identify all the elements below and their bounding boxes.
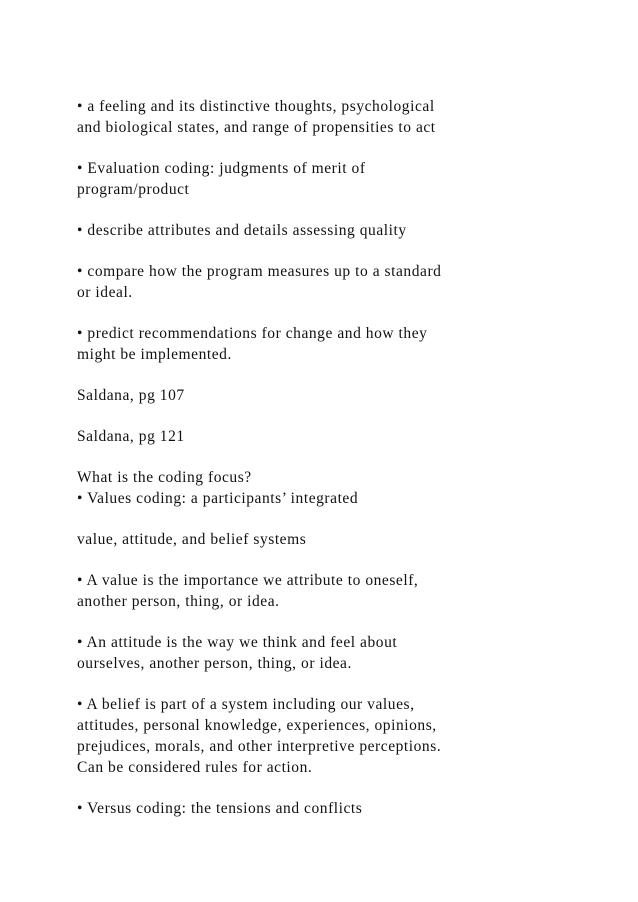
- paragraph-evaluation-coding: [77, 158, 597, 200]
- text-line: might be implemented.: [77, 346, 232, 363]
- text-line: • predict recommendations for change and how they: [77, 325, 428, 342]
- text-line: ourselves, another person, thing, or idea.: [77, 655, 352, 672]
- paragraph-value-definition: [77, 570, 597, 612]
- text-line: • describe attributes and details assessing quality: [77, 222, 407, 239]
- text-line: prejudices, morals, and other interpretive perceptions.: [77, 738, 442, 755]
- document-body: [77, 96, 597, 839]
- paragraph-emotion-definition: [77, 96, 597, 138]
- text-line: value, attitude, and belief systems: [77, 531, 307, 548]
- text-line: and biological states, and range of propensities to act: [77, 119, 436, 136]
- text-line: Can be considered rules for action.: [77, 759, 313, 776]
- text-line: • Versus coding: the tensions and conflicts: [77, 800, 363, 817]
- text-line: • a feeling and its distinctive thoughts, psychological: [77, 98, 435, 115]
- text-line: What is the coding focus?: [77, 469, 252, 486]
- text-line: Saldana, pg 107: [77, 387, 185, 404]
- paragraph-compare-standard: [77, 261, 597, 303]
- paragraph-predict-recommendations: [77, 323, 597, 365]
- text-line: • Evaluation coding: judgments of merit of: [77, 160, 366, 177]
- text-line: program/product: [77, 181, 190, 198]
- paragraph-value-systems: [77, 529, 597, 550]
- text-line: • A belief is part of a system including our values,: [77, 696, 415, 713]
- text-line: another person, thing, or idea.: [77, 593, 280, 610]
- paragraph-attitude-definition: [77, 632, 597, 674]
- paragraph-belief-definition: [77, 694, 597, 778]
- text-line: • An attitude is the way we think and feel about: [77, 634, 398, 651]
- paragraph-describe-attributes: [77, 220, 597, 241]
- citation-pg-107: [77, 385, 597, 406]
- text-line: or ideal.: [77, 284, 133, 301]
- text-line: attitudes, personal knowledge, experiences, opinions,: [77, 717, 437, 734]
- citation-pg-121: [77, 426, 597, 447]
- text-line: • Values coding: a participants’ integrated: [77, 490, 359, 507]
- paragraph-versus-coding: [77, 798, 597, 819]
- text-line: • A value is the importance we attribute to oneself,: [77, 572, 419, 589]
- text-line: Saldana, pg 121: [77, 428, 185, 445]
- text-line: • compare how the program measures up to a standard: [77, 263, 442, 280]
- paragraph-coding-focus: [77, 467, 597, 509]
